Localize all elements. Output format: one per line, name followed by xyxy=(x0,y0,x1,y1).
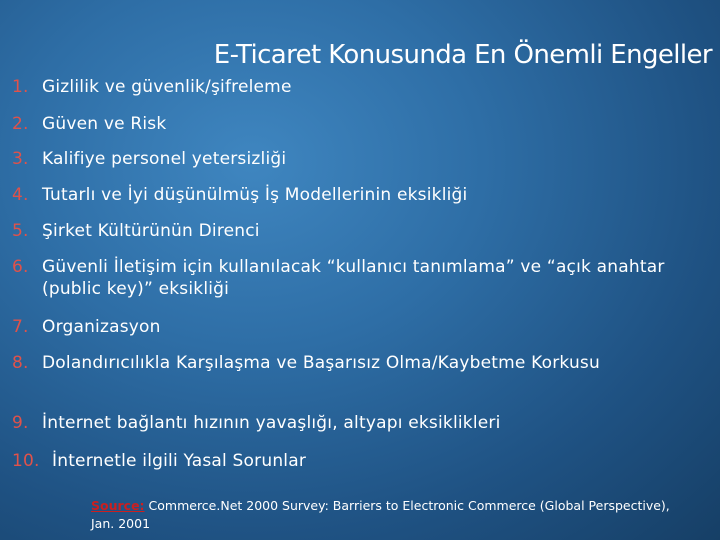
list-item-text: Gizlilik ve güvenlik/şifreleme xyxy=(42,77,292,97)
list-item xyxy=(12,220,712,242)
list-item-text: Kalifiye personel yetersizliği xyxy=(42,149,287,169)
list-item xyxy=(12,184,712,206)
list-item xyxy=(12,113,712,135)
list-item xyxy=(12,450,712,472)
list-item-text: Şirket Kültürünün Direnci xyxy=(42,221,260,241)
list-item-number: 2. xyxy=(12,114,29,134)
list-item xyxy=(12,256,712,300)
list-item xyxy=(12,352,712,374)
source-citation xyxy=(91,497,671,533)
list-item xyxy=(12,148,712,170)
list-item-text: Organizasyon xyxy=(42,317,161,337)
source-label: Source: xyxy=(91,498,145,513)
source-text: Commerce.Net 2000 Survey: Barriers to Electronic Commerce (Global Perspective), Jan. 2001 xyxy=(91,498,670,531)
list-item xyxy=(12,76,712,98)
list-item-text: İnternet bağlantı hızının yavaşlığı, altyapı eksiklikleri xyxy=(42,413,501,433)
list-item-number: 5. xyxy=(12,221,29,241)
slide-title: E-Ticaret Konusunda En Önemli Engeller xyxy=(213,40,712,70)
list-item-text: İnternetle ilgili Yasal Sorunlar xyxy=(52,451,307,471)
list-item-number: 10. xyxy=(12,451,40,471)
list-item xyxy=(12,412,712,434)
list-item-number: 7. xyxy=(12,317,29,337)
list-item-text: Tutarlı ve İyi düşünülmüş İş Modellerinin eksikliği xyxy=(42,185,468,205)
list-item-number: 1. xyxy=(12,77,29,97)
list-item-text: Dolandırıcılıkla Karşılaşma ve Başarısız Olma/Kaybetme Korkusu xyxy=(42,353,600,373)
list-item-number: 3. xyxy=(12,149,29,169)
list-item-number: 4. xyxy=(12,185,29,205)
list-item xyxy=(12,316,712,338)
list-item-number: 6. xyxy=(12,257,29,277)
list-item-number: 8. xyxy=(12,353,29,373)
list-item-text: Güvenli İletişim için kullanılacak “kullanıcı tanımlama” ve “açık anahtar (public key)” eksikliği xyxy=(42,257,665,299)
list-item-number: 9. xyxy=(12,413,29,433)
list-item-text: Güven ve Risk xyxy=(42,114,167,134)
